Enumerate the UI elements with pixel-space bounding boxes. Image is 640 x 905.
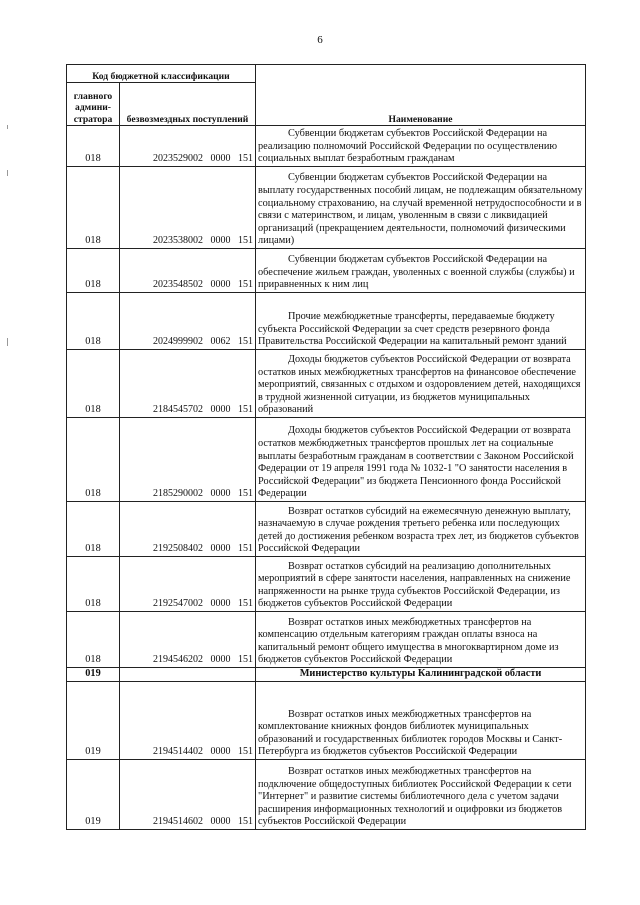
header-receipts: безвозмездных поступлений — [120, 83, 256, 126]
item-name: Субвенции бюджетам субъектов Российской Федерации на выплату государственных пособий лицам, не подлежащим обязательному социальному страхованию, на случай временной нетрудоспособности и в связи с материнством, и лицам, уволенным в связи с ликвидацией организаций (прекращением деятельности, полномочий физическими лицами) — [256, 167, 586, 249]
budget-code: 2023538002 0000 151 — [120, 167, 256, 249]
table-row — [67, 760, 586, 830]
budget-code: 2194514602 0000 151 — [120, 760, 256, 830]
item-name: Возврат остатков иных межбюджетных трансфертов на компенсацию отдельным категориям граждан оплаты взноса на капитальный ремонт общего имущества в многоквартирном доме из бюджетов субъектов Российской Федерации — [256, 612, 586, 668]
budget-code: 2194546202 0000 151 — [120, 612, 256, 668]
admin-code: 018 — [67, 418, 120, 502]
item-name: Субвенции бюджетам субъектов Российской Федерации на реализацию полномочий Российской Федерации по осуществлению социальных выплат безработным гражданам — [256, 126, 586, 167]
margin-mark — [7, 338, 8, 346]
budget-code: 2192508402 0000 151 — [120, 502, 256, 557]
table-row — [67, 293, 586, 350]
admin-code: 018 — [67, 557, 120, 612]
margin-mark — [7, 125, 8, 129]
budget-code: 2192547002 0000 151 — [120, 557, 256, 612]
item-name: Субвенции бюджетам субъектов Российской Федерации на обеспечение жильем граждан, уволенных с военной службы (службы) и приравненных к ним лиц — [256, 249, 586, 293]
table-row — [67, 350, 586, 418]
item-name: Прочие межбюджетные трансферты, передаваемые бюджету субъекта Российской Федерации за счет средств резервного фонда Правительства Российской Федерации на капитальный ремонт зданий — [256, 293, 586, 350]
section-title: Министерство культуры Калининградской области — [256, 668, 586, 682]
admin-code: 018 — [67, 249, 120, 293]
item-name: Возврат остатков иных межбюджетных трансфертов на подключение общедоступных библиотек Российской Федерации к сети "Интернет" и развитие системы библиотечного дела с учетом задачи расширения информационных технологий и оцифровки из бюджетов субъектов Российской Федерации — [256, 760, 586, 830]
table-row — [67, 418, 586, 502]
table-row — [67, 682, 586, 760]
table-row — [67, 167, 586, 249]
section-row — [67, 668, 586, 682]
table-row — [67, 502, 586, 557]
table-row — [67, 126, 586, 167]
admin-code: 018 — [67, 502, 120, 557]
table-row — [67, 249, 586, 293]
page-number: 6 — [317, 34, 323, 46]
budget-code: 2024999902 0062 151 — [120, 293, 256, 350]
admin-code: 018 — [67, 612, 120, 668]
header-classification: Код бюджетной классификации — [67, 65, 256, 83]
table-row — [67, 557, 586, 612]
budget-code: 2023529002 0000 151 — [120, 126, 256, 167]
budget-code: 2023548502 0000 151 — [120, 249, 256, 293]
admin-code: 019 — [67, 760, 120, 830]
admin-code: 018 — [67, 293, 120, 350]
header-name: Наименование — [256, 65, 586, 126]
budget-code: 2194514402 0000 151 — [120, 682, 256, 760]
admin-code: 019 — [67, 682, 120, 760]
budget-code: 2185290002 0000 151 — [120, 418, 256, 502]
item-name: Доходы бюджетов субъектов Российской Федерации от возврата остатков иных межбюджетных трансфертов на финансовое обеспечение мероприятий, связанных с отдыхом и оздоровлением детей, находящихся в трудной жизненной ситуации, из бюджетов муниципальных образований — [256, 350, 586, 418]
item-name: Доходы бюджетов субъектов Российской Федерации от возврата остатков межбюджетных трансфертов прошлых лет на социальные выплаты безработным гражданам в соответствии с Законом Российской Федерации от 19 апреля 1991 года № 1032-1 "О занятости населения в Российской Федерации" из бюджета Пенсионного фонда Российской Федерации — [256, 418, 586, 502]
item-name: Возврат остатков иных межбюджетных трансфертов на комплектование книжных фондов библиотек муниципальных образований и государственных библиотек городов Москвы и Санкт-Петербурга из бюджетов субъектов Российской Федерации — [256, 682, 586, 760]
admin-code: 018 — [67, 350, 120, 418]
item-name: Возврат остатков субсидий на ежемесячную денежную выплату, назначаемую в случае рождения третьего ребенка или последующих детей до достижения ребенком возраста трех лет, из бюджетов субъектов Российской Федерации — [256, 502, 586, 557]
section-empty-cell — [120, 668, 256, 682]
margin-mark — [7, 170, 8, 176]
budget-classification-table — [66, 64, 586, 830]
table-row — [67, 612, 586, 668]
admin-code: 018 — [67, 167, 120, 249]
item-name: Возврат остатков субсидий на реализацию дополнительных мероприятий в сфере занятости населения, направленных на снижение напряженности на рынке труда субъектов Российской Федерации, из бюджетов субъектов Российской Федерации — [256, 557, 586, 612]
header-admin: главного админи-стратора — [67, 83, 120, 126]
admin-code: 018 — [67, 126, 120, 167]
section-admin-code: 019 — [67, 668, 120, 682]
budget-code: 2184545702 0000 151 — [120, 350, 256, 418]
